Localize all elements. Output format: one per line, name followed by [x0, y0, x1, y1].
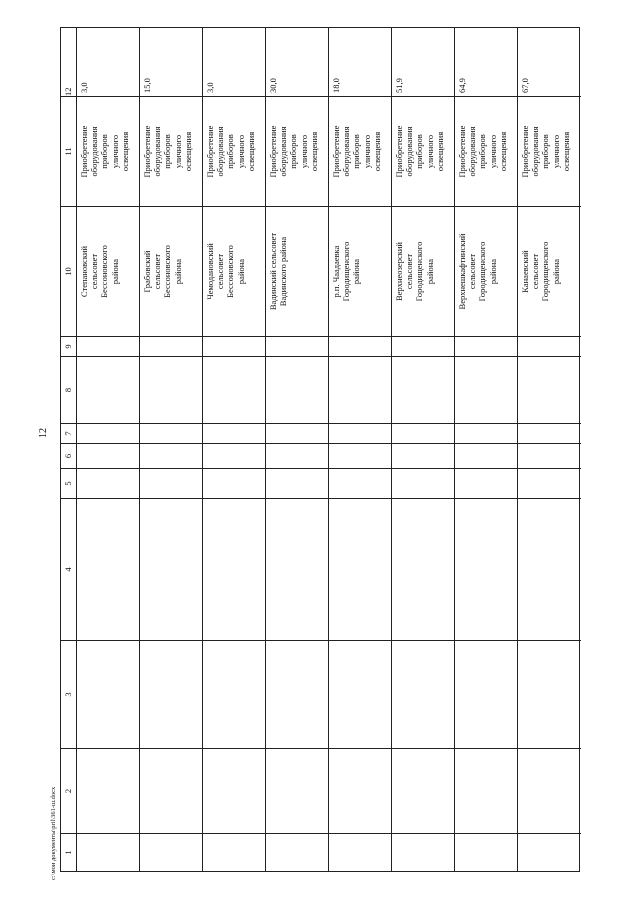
recipient-line: Вадинский сельсовет	[268, 232, 278, 311]
empty-cell	[77, 468, 139, 498]
empty-cell	[140, 423, 202, 443]
empty-cell	[329, 423, 391, 443]
empty-cell	[266, 336, 328, 356]
purpose-cell	[77, 96, 139, 206]
purpose-line: уличного	[487, 134, 498, 169]
recipient-line: сельсовет	[530, 253, 541, 290]
empty-cell	[392, 356, 454, 423]
recipient-line: сельсовет	[152, 253, 163, 290]
recipient-line: Городищенского	[414, 241, 425, 302]
recipient-line: района	[487, 258, 498, 285]
column-number-4: 4	[61, 498, 76, 640]
empty-cell	[392, 336, 454, 356]
recipient-line: района	[424, 258, 435, 285]
merged-cell-1	[77, 833, 581, 871]
recipient-cell	[203, 206, 265, 336]
empty-cell	[329, 468, 391, 498]
empty-cell	[518, 423, 581, 443]
purpose-line: уличного	[109, 134, 120, 169]
merged-cell-4	[77, 498, 581, 640]
purpose-line: освещения	[245, 131, 256, 172]
purpose-line: приборов	[414, 134, 425, 169]
merged-cell-2	[77, 748, 581, 833]
purpose-line: Приобретение	[457, 125, 467, 178]
empty-cell	[455, 423, 517, 443]
column-number-8: 8	[61, 356, 76, 423]
column-number-10: 10	[61, 206, 76, 336]
amount-cell: 64,9	[457, 78, 467, 93]
empty-cell	[77, 423, 139, 443]
purpose-line: Приобретение	[520, 125, 530, 178]
purpose-line: освещения	[182, 131, 193, 172]
page-number: 12	[38, 428, 49, 438]
empty-cell	[455, 443, 517, 468]
empty-cell	[329, 443, 391, 468]
recipient-cell	[392, 206, 454, 336]
empty-cell	[329, 336, 391, 356]
column-number-7: 7	[61, 423, 76, 443]
recipient-line: района	[235, 258, 246, 285]
purpose-line: оборудования	[215, 126, 226, 177]
recipient-line: сельсовет	[404, 253, 415, 290]
empty-cell	[392, 468, 454, 498]
empty-cell	[203, 443, 265, 468]
recipient-line: Степановский	[79, 245, 89, 298]
recipient-line: сельсовет	[467, 253, 478, 290]
purpose-cell	[329, 96, 391, 206]
purpose-line: уличного	[172, 134, 183, 169]
amount-cell: 18,0	[331, 78, 341, 93]
empty-cell	[77, 356, 139, 423]
purpose-line: уличного	[550, 134, 561, 169]
purpose-line: освещения	[497, 131, 508, 172]
empty-cell	[392, 423, 454, 443]
recipient-line: Верхнеозерский	[394, 242, 404, 301]
empty-cell	[455, 356, 517, 423]
empty-cell	[518, 443, 581, 468]
empty-cell	[77, 443, 139, 468]
recipient-line: Городищенского	[477, 241, 488, 302]
empty-cell	[266, 356, 328, 423]
purpose-line: приборов	[477, 134, 488, 169]
empty-cell	[266, 443, 328, 468]
purpose-line: оборудования	[89, 126, 100, 177]
purpose-line: освещения	[308, 131, 319, 172]
amount-cell: 51,9	[394, 78, 404, 93]
merged-cell-3	[77, 640, 581, 748]
purpose-line: оборудования	[404, 126, 415, 177]
purpose-line: оборудования	[278, 126, 289, 177]
empty-cell	[266, 468, 328, 498]
column-number-1: 1	[61, 833, 76, 871]
amount-cell: 3,0	[205, 82, 215, 93]
recipient-line: Грабовский	[142, 250, 152, 293]
purpose-line: Приобретение	[79, 125, 89, 178]
column-number-3: 3	[61, 640, 76, 748]
footer-file-path: c:\мои документы\pril\361-ш.docx	[50, 786, 57, 880]
purpose-line: приборов	[351, 134, 362, 169]
empty-cell	[518, 468, 581, 498]
recipient-cell	[77, 206, 139, 336]
recipient-line: района	[550, 258, 561, 285]
empty-cell	[518, 336, 581, 356]
recipient-line: Верхнешкафтинский	[457, 233, 467, 310]
column-number-6: 6	[61, 443, 76, 468]
empty-cell	[77, 336, 139, 356]
recipient-line: сельсовет	[89, 253, 100, 290]
purpose-line: уличного	[235, 134, 246, 169]
empty-cell	[140, 443, 202, 468]
recipient-cell	[518, 206, 581, 336]
amount-cell: 3,0	[79, 82, 89, 93]
purpose-cell	[140, 96, 202, 206]
recipient-line: Бессоновского	[99, 245, 110, 298]
recipient-line: района	[351, 258, 362, 285]
empty-cell	[203, 468, 265, 498]
purpose-line: Приобретение	[205, 125, 215, 178]
purpose-cell	[392, 96, 454, 206]
purpose-cell	[266, 96, 328, 206]
purpose-line: оборудования	[467, 126, 478, 177]
purpose-cell	[518, 96, 581, 206]
recipient-line: Вадинского района	[278, 236, 289, 307]
purpose-line: оборудования	[341, 126, 352, 177]
empty-cell	[140, 468, 202, 498]
purpose-line: приборов	[162, 134, 173, 169]
purpose-line: Приобретение	[394, 125, 404, 178]
empty-cell	[203, 356, 265, 423]
purpose-line: приборов	[288, 134, 299, 169]
recipient-line: Городищенского	[540, 241, 551, 302]
recipient-cell	[455, 206, 517, 336]
allocation-table	[60, 27, 580, 872]
recipient-line: района	[172, 258, 183, 285]
purpose-line: освещения	[434, 131, 445, 172]
purpose-line: приборов	[99, 134, 110, 169]
purpose-line: освещения	[119, 131, 130, 172]
column-number-11: 11	[61, 96, 76, 206]
purpose-line: уличного	[298, 134, 309, 169]
recipient-line: района	[109, 258, 120, 285]
recipient-line: сельсовет	[215, 253, 226, 290]
recipient-line: Бессоновского	[162, 245, 173, 298]
amount-cell: 15,0	[142, 78, 152, 93]
column-number-9: 9	[61, 336, 76, 356]
column-number-2: 2	[61, 748, 76, 833]
empty-cell	[140, 356, 202, 423]
recipient-line: Чемодановский	[205, 243, 215, 300]
recipient-line: Бессоновского	[225, 245, 236, 298]
purpose-cell	[203, 96, 265, 206]
purpose-line: освещения	[371, 131, 382, 172]
recipient-cell	[140, 206, 202, 336]
purpose-line: оборудования	[152, 126, 163, 177]
amount-cell: 67,0	[520, 78, 530, 93]
empty-cell	[455, 468, 517, 498]
empty-cell	[455, 336, 517, 356]
empty-cell	[140, 336, 202, 356]
recipient-line: р.п. Чаадаевка	[331, 245, 341, 298]
purpose-line: уличного	[424, 134, 435, 169]
recipient-cell	[266, 206, 328, 336]
column-number-header	[61, 28, 77, 871]
empty-cell	[203, 336, 265, 356]
amount-cell: 30,0	[268, 78, 278, 93]
purpose-line: освещения	[560, 131, 571, 172]
purpose-line: Приобретение	[142, 125, 152, 178]
column-number-5: 5	[61, 468, 76, 498]
empty-cell	[392, 443, 454, 468]
purpose-line: уличного	[361, 134, 372, 169]
purpose-line: приборов	[540, 134, 551, 169]
empty-cell	[203, 423, 265, 443]
recipient-cell	[329, 206, 391, 336]
purpose-line: приборов	[225, 134, 236, 169]
recipient-line: Городищенского	[341, 241, 352, 302]
merged-columns-1-4	[77, 498, 581, 871]
empty-cell	[329, 356, 391, 423]
column-number-12: 12	[63, 87, 73, 96]
purpose-cell	[455, 96, 517, 206]
empty-cell	[518, 356, 581, 423]
empty-cell	[266, 423, 328, 443]
purpose-line: Приобретение	[331, 125, 341, 178]
recipient-line: Канаевский	[520, 250, 530, 293]
purpose-line: Приобретение	[268, 125, 278, 178]
purpose-line: оборудования	[530, 126, 541, 177]
